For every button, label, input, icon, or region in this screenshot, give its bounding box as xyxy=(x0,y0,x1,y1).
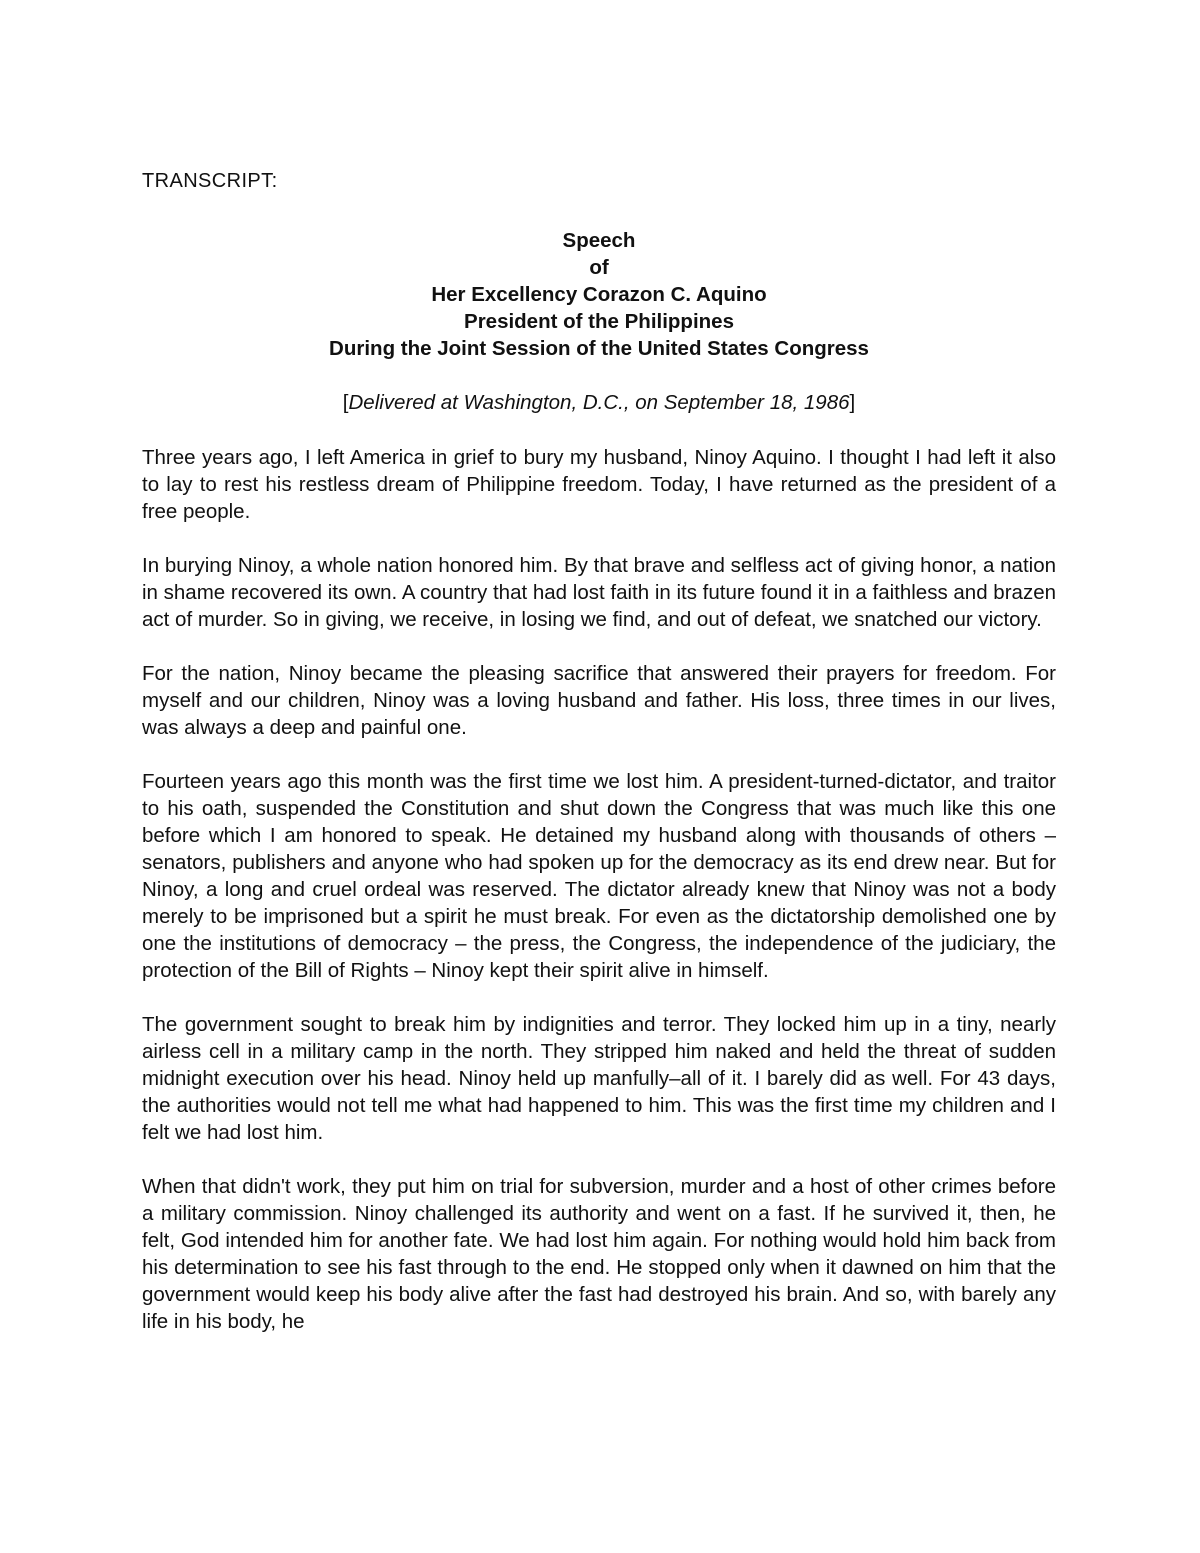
dateline-close-bracket: ] xyxy=(849,391,856,414)
speech-title xyxy=(142,227,1056,362)
document-page xyxy=(142,168,1056,1362)
paragraph-1: Three years ago, I left America in grief to bury my husband, Ninoy Aquino. I thought I had left it also to lay to rest his restless dream of Philippine freedom. Today, I have returned as the president of a free people. xyxy=(142,446,1056,523)
dateline-open-bracket: [ xyxy=(342,391,349,414)
title-line-office: President of the Philippines xyxy=(464,310,734,333)
paragraph-2: In burying Ninoy, a whole nation honored him. By that brave and selfless act of giving honor, a nation in shame recovered its own. A country that had lost faith in its future found it in a faithless and brazen act of murder. So in giving, we receive, in losing we find, and out of defeat, we snatched our victory. xyxy=(142,554,1056,631)
title-line-speech: Speech xyxy=(562,229,636,252)
paragraph-5: The government sought to break him by indignities and terror. They locked him up in a tiny, nearly airless cell in a military camp in the north. They stripped him naked and held the threat of sudden midnight execution over his head. Ninoy held up manfully–all of it. I barely did as well. For 43 days, the authorities would not tell me what had happened to him. This was the first time my children and I felt we had lost him. xyxy=(142,1013,1056,1144)
transcript-label: TRANSCRIPT: xyxy=(142,170,278,192)
dateline xyxy=(142,389,1056,416)
paragraph-4: Fourteen years ago this month was the first time we lost him. A president-turned-dictator, and traitor to his oath, suspended the Constitution and shut down the Congress that was much like this one before which I am honored to speak. He detained my husband along with thousands of others – senators, publishers and anyone who had spoken up for the democracy as its end drew near. But for Ninoy, a long and cruel ordeal was reserved. The dictator already knew that Ninoy was not a body merely to be imprisoned but a spirit he must break. For even as the dictatorship demolished one by one the institutions of democracy – the press, the Congress, the independence of the judiciary, the protection of the Bill of Rights – Ninoy kept their spirit alive in himself. xyxy=(142,770,1056,982)
title-line-occasion: During the Joint Session of the United States Congress xyxy=(329,337,869,360)
dateline-text: Delivered at Washington, D.C., on September 18, 1986 xyxy=(348,391,850,414)
title-line-speaker: Her Excellency Corazon C. Aquino xyxy=(431,283,767,306)
paragraph-6: When that didn't work, they put him on trial for subversion, murder and a host of other crimes before a military commission. Ninoy challenged its authority and went on a fast. If he survived it, then, he felt, God intended him for another fate. We had lost him again. For nothing would hold him back from his determination to see his fast through to the end. He stopped only when it dawned on him that the government would keep his body alive after the fast had destroyed his brain. And so, with barely any life in his body, he xyxy=(142,1175,1056,1333)
title-line-of: of xyxy=(589,256,609,279)
paragraph-3: For the nation, Ninoy became the pleasing sacrifice that answered their prayers for freedom. For myself and our children, Ninoy was a loving husband and father. His loss, three times in our lives, was always a deep and painful one. xyxy=(142,662,1056,739)
